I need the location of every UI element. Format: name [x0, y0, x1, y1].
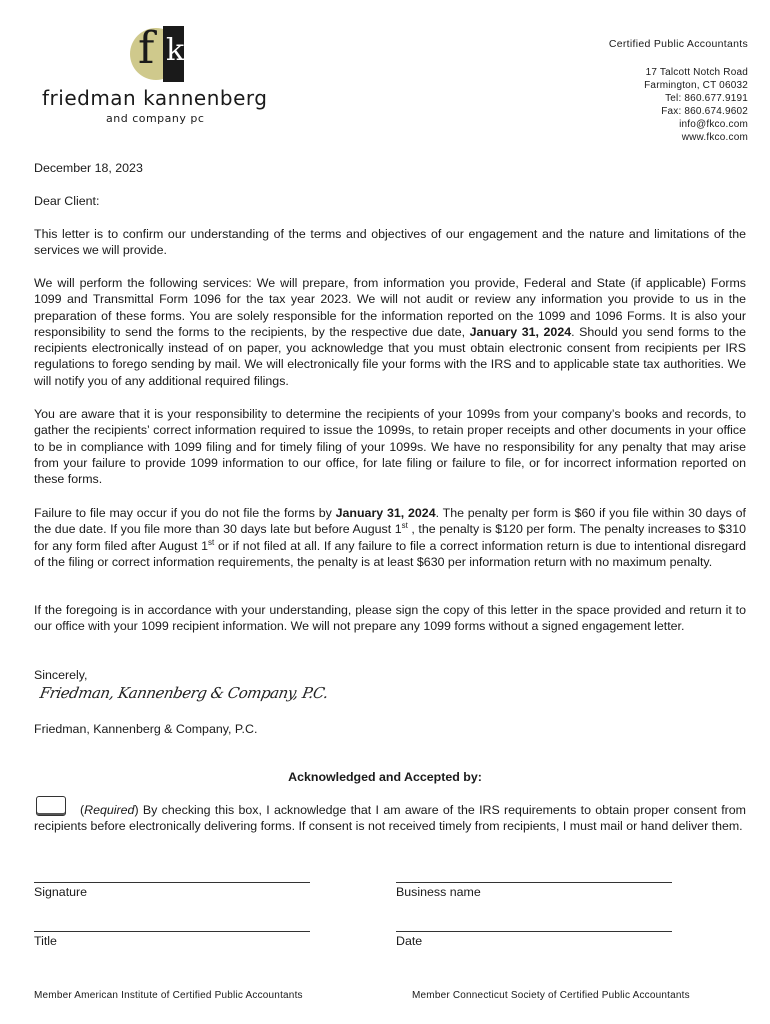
- letter-date: December 18, 2023: [34, 161, 143, 175]
- penalty-text: Failure to file may occur if you do not file the forms by: [34, 506, 336, 520]
- services-text: We will perform the following services: We will prepare, from information you provide, Federal and State (if applicable) Forms 1099 and Transmittal Form 1096 for the tax year 2023. We will not audit or review any information you provide to us in the preparation of these forms. You are solely responsible for the information reported on the 1099 and 1096 Forms. It is also your responsibility to send the forms to the recipients, by the respective due date,: [34, 276, 746, 339]
- paragraph-services: [34, 275, 746, 389]
- website-link[interactable]: www.fkco.com: [681, 132, 748, 143]
- fax-line: Fax: 860.674.9602: [661, 106, 748, 117]
- date-field[interactable]: [396, 931, 672, 932]
- title-field[interactable]: [34, 931, 310, 932]
- required-label: Required: [84, 803, 135, 817]
- paragraph-signing: If the foregoing is in accordance with your understanding, please sign the copy of this letter in the space provided and return it to our office with your 1099 recipient information. We will not prepare any 1099 forms without a signed engagement letter.: [34, 603, 746, 634]
- consent-statement: By checking this box, I acknowledge that I am aware of the IRS requirements to obtain proper consent from recipients before electronically delivering forms. If consent is not received timely from recipients, I must mail or hand deliver them.: [34, 803, 746, 834]
- paragraph-intro: This letter is to confirm our understanding of the terms and objectives of our engagement and the nature and limitations of the services we will provide.: [34, 227, 746, 258]
- address-line: 17 Talcott Notch Road: [645, 67, 748, 78]
- business-name-label: Business name: [396, 885, 481, 899]
- firm-address: [644, 66, 748, 144]
- consent-text: (Required) By checking this box, I acknowledge that I am aware of the IRS requirements to obtain proper consent from recipients before electronically delivering forms. If consent is not received timely from recipients, I must mail or hand deliver them.: [34, 803, 746, 834]
- logo-letter-k: k: [166, 33, 185, 68]
- signature-field[interactable]: [34, 882, 310, 883]
- handwritten-signature: Friedman, Kannenberg & Company, P.C.: [38, 684, 330, 702]
- signer-name: Friedman, Kannenberg & Company, P.C.: [34, 722, 258, 736]
- firm-tagline: Certified Public Accountants: [608, 38, 748, 50]
- acknowledgement-title: Acknowledged and Accepted by:: [288, 770, 482, 784]
- date-label: Date: [396, 934, 423, 948]
- penalty-text: or if not filed at all. If any failure to file a correct information return is due to intentional disregard of the filing or correct information requirements, the penalty is at least $630 per information return with no maximum penalty.: [34, 538, 746, 569]
- title-label: Title: [34, 934, 57, 948]
- logo-letter-f: f: [138, 23, 155, 74]
- closing: Sincerely,: [34, 668, 88, 682]
- services-text-cont: . Should you send forms to the recipients electronically instead of on paper, you acknowledge that you must obtain electronic consent from recipients per IRS regulations to forego sending by mail. We will electronically file your forms with the IRS and to applicable state tax authorities. We will notify you of any additional required filings.: [34, 324, 747, 388]
- footer-aicpa: Member American Institute of Certified Public Accountants: [34, 990, 303, 1001]
- firm-subtitle: and company pc: [106, 112, 205, 125]
- business-name-field[interactable]: [396, 882, 672, 883]
- penalty-text: . The penalty per form is $60 if you file within 30 days of the due date. If you file more than 30 days late but before August 1: [34, 506, 746, 537]
- phone-line: Tel: 860.677.9191: [665, 93, 748, 104]
- paragraph-penalty: [34, 505, 746, 570]
- due-date: January 31, 2024: [469, 324, 572, 339]
- ordinal-suffix: st: [401, 521, 408, 531]
- email-link[interactable]: info@fkco.com: [679, 119, 748, 130]
- signature-label: Signature: [34, 885, 88, 899]
- address-line: Farmington, CT 06032: [644, 80, 748, 91]
- penalty-text: , the penalty is $120 per form. The penalty increases to $310 for any form filed after August 1: [34, 522, 746, 553]
- firm-logo: [30, 24, 280, 128]
- paragraph-responsibility: You are aware that it is your responsibility to determine the recipients of your 1099s from your company’s books and records, to gather the recipients’ correct information required to issue the 1099s, to retain proper receipts and other documents in your office to be in compliance with 1099 filing and for timely filing of your 1099s. We have no responsibility for any penalty that may arise from your failure to provide 1099 information to our office, for late filing or failure to file, or for incorrect information reported on these forms.: [34, 407, 746, 487]
- salutation: Dear Client:: [34, 194, 100, 208]
- penalty-due-date: January 31, 2024: [335, 506, 436, 520]
- firm-name: friedman kannenberg: [42, 86, 268, 110]
- footer-cscpa: Member Connecticut Society of Certified Public Accountants: [412, 990, 690, 1001]
- ordinal-suffix: st: [208, 537, 215, 547]
